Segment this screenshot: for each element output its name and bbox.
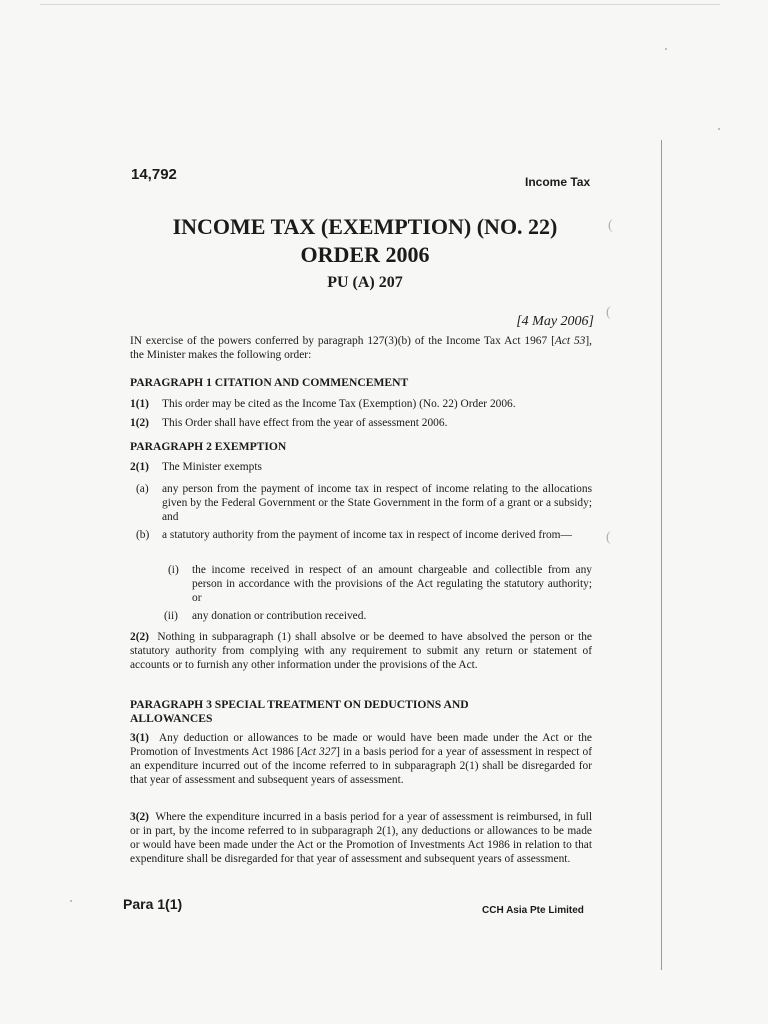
document-title-line1: INCOME TAX (EXEMPTION) (NO. 22) bbox=[172, 214, 558, 239]
item-ii-text: any donation or contribution received. bbox=[192, 610, 367, 622]
paragraph-1-heading: PARAGRAPH 1 CITATION AND COMMENCEMENT bbox=[130, 376, 409, 389]
scan-speck bbox=[665, 48, 667, 50]
scan-mark: ( bbox=[606, 305, 611, 320]
footer-publisher: CCH Asia Pte Limited bbox=[482, 905, 584, 916]
scan-speck bbox=[718, 128, 720, 130]
paragraph-3-heading: PARAGRAPH 3 SPECIAL TREATMENT ON DEDUCTIONS AND ALLOWANCES bbox=[130, 698, 469, 725]
subparagraph-number: 2(1) bbox=[130, 461, 149, 473]
item-i-text: the income received in respect of an amount chargeable and collectible from any person in accordance with the provisions of the Act regulating the statutory authority; or bbox=[192, 564, 592, 604]
footer-para-reference: Para 1(1) bbox=[123, 896, 183, 912]
item-label-a: (a) bbox=[136, 483, 149, 495]
subparagraph-text: The Minister exempts bbox=[162, 461, 262, 473]
document-title-line2: ORDER 2006 bbox=[300, 242, 430, 267]
subparagraph-number: 1(2) bbox=[130, 417, 149, 429]
scan-mark: ( bbox=[606, 530, 611, 545]
item-label-ii: (ii) bbox=[164, 610, 178, 622]
item-b-text: a statutory authority from the payment of income tax in respect of income derived from— bbox=[162, 529, 572, 541]
subparagraph-text: This Order shall have effect from the year of assessment 2006. bbox=[162, 417, 448, 429]
pu-reference: PU (A) 207 bbox=[327, 274, 403, 291]
subparagraph-3-1: 3(1) Any deduction or allowances to be made or would have been made under the Act or the Promotion of Investments Act 1986 [Act 327] in a basis period for a year of assessment in respect of an expenditure incurred out of the income referred to in subparagraph 2(1) shall be disregarded for that year of assessment and subsequent years of assessment. bbox=[130, 732, 592, 786]
item-label-b: (b) bbox=[136, 529, 150, 541]
subparagraph-number: 1(1) bbox=[130, 398, 149, 410]
paragraph-2-heading: PARAGRAPH 2 EXEMPTION bbox=[130, 440, 287, 453]
subparagraph-2-2: 2(2) Nothing in subparagraph (1) shall absolve or be deemed to have absolved the person or the statutory authority from complying with any requirement to submit any return or statement of accounts or to furnish any other information under the provisions of the Act. bbox=[130, 631, 592, 671]
subparagraph-3-2: 3(2) Where the expenditure incurred in a basis period for a year of assessment is reimbursed, in full or in part, by the income referred to in subparagraph 2(1), any deductions or allowances to be made or would have been made under the Act or the Promotion of Investments Act 1986 in relation to that expenditure shall be disregarded for that year of assessment and subsequent years of assessment. bbox=[130, 811, 593, 865]
item-label-i: (i) bbox=[168, 564, 179, 576]
order-date: [4 May 2006] bbox=[516, 314, 594, 329]
scan-margin-line bbox=[661, 140, 662, 970]
subparagraph-text: This order may be cited as the Income Tax (Exemption) (No. 22) Order 2006. bbox=[162, 398, 516, 410]
page-number: 14,792 bbox=[131, 166, 177, 183]
publication-name: Income Tax bbox=[525, 175, 591, 189]
preamble: IN exercise of the powers conferred by paragraph 127(3)(b) of the Income Tax Act 1967 [Act 53], the Minister makes the following order: bbox=[130, 335, 592, 361]
scan-top-edge bbox=[40, 4, 720, 5]
scan-speck bbox=[70, 900, 72, 902]
item-a-text: any person from the payment of income tax in respect of income relating to the allocations given by the Federal Government or the State Government in the form of a grant or a subsidy; and bbox=[162, 483, 592, 523]
scan-mark: ( bbox=[608, 218, 613, 233]
